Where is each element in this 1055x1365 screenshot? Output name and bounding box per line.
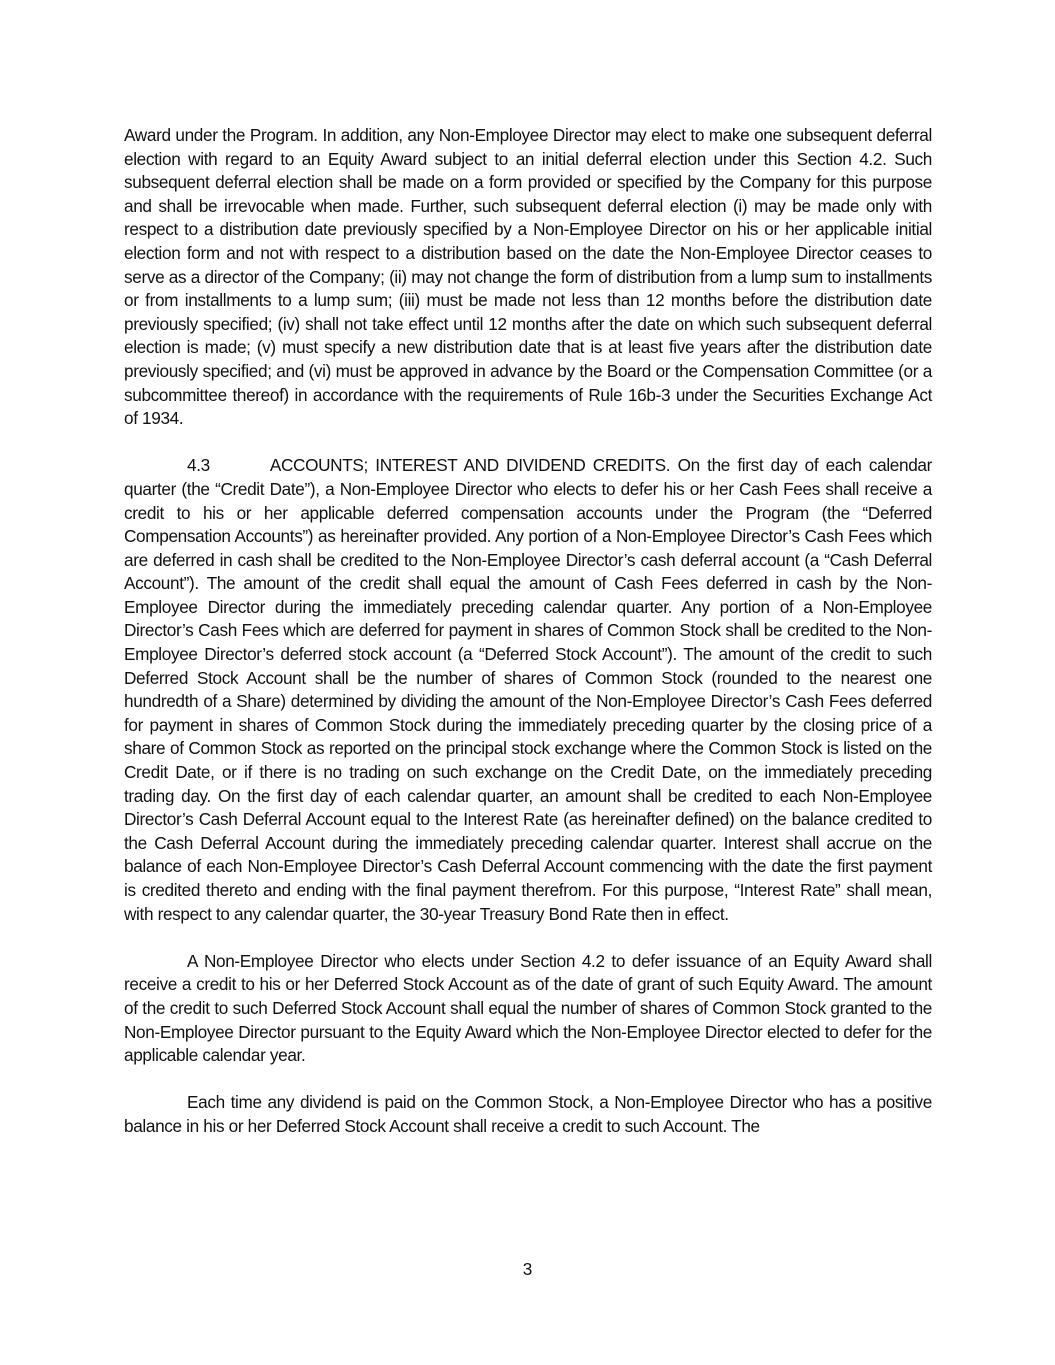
section-heading: ACCOUNTS; INTEREST AND DIVIDEND CREDITS. xyxy=(269,455,671,476)
paragraph-dividend-credit: Each time any dividend is paid on the Common Stock, a Non-Employee Director who has a positive balance in his or her Deferred Stock Account shall receive a credit to such Account. The xyxy=(124,1092,932,1136)
section-4-3-paragraph xyxy=(124,454,932,926)
page-number: 3 xyxy=(522,1259,533,1279)
paragraph-equity-award-credit: A Non-Employee Director who elects under Section 4.2 to defer issuance of an Equity Award shall receive a credit to his or her Deferred Stock Account as of the date of grant of such Equity Award. The amount of the credit to such Deferred Stock Account shall equal the number of shares of Common Stock granted to the Non-Employee Director pursuant to the Equity Award which the Non-Employee Director elected to defer for the applicable calendar year. xyxy=(124,950,932,1066)
document-body xyxy=(124,124,932,1162)
paragraph-award-deferral-election: Award under the Program. In addition, any Non-Employee Director may elect to make one subsequent deferral election with regard to an Equity Award subject to an initial deferral election under this Section 4.2. Such subsequent deferral election shall be made on a form provided or specified by the Company for this purpose and shall be irrevocable when made. Further, such subsequent deferral election (i) may be made only with respect to a distribution date previously specified by a Non-Employee Director on his or her applicable initial election form and not with respect to a distribution based on the date the Non-Employee Director ceases to serve as a director of the Company; (ii) may not change the form of distribution from a lump sum to installments or from installments to a lump sum; (iii) must be made not less than 12 months before the distribution date previously specified; (iv) shall not take effect until 12 months after the date on which such subsequent deferral election is made; (v) must specify a new distribution date that is at least five years after the distribution date previously specified; and (vi) must be approved in advance by the Board or the Compensation Committee (or a subcommittee thereof) in accordance with the requirements of Rule 16b-3 under the Securities Exchange Act of 1934. xyxy=(124,125,932,429)
section-number: 4.3 xyxy=(187,455,210,476)
section-4-3-text: On the first day of each calendar quarter (the “Credit Date”), a Non-Employee Director who elects to defer his or her Cash Fees shall receive a credit to his or her applicable deferred compensation accounts under the Program (the “Deferred Compensation Accounts”) as hereinafter provided. Any portion of a Non-Employee Director’s Cash Fees which are deferred in cash shall be credited to the Non-Employee Director’s cash deferral account (a “Cash Deferral Account”). The amount of the credit shall equal the amount of Cash Fees deferred in cash by the Non-Employee Director during the immediately preceding calendar quarter. Any portion of a Non-Employee Director’s Cash Fees which are deferred for payment in shares of Common Stock shall be credited to the Non-Employee Director’s deferred stock account (a “Deferred Stock Account”). The amount of the credit to such Deferred Stock Account shall be the number of shares of Common Stock (rounded to the nearest one hundredth of a Share) determined by dividing the amount of the Non-Employee Director’s Cash Fees deferred for payment in shares of Common Stock during the immediately preceding quarter by the closing price of a share of Common Stock as reported on the principal stock exchange where the Common Stock is listed on the Credit Date, or if there is no trading on such exchange on the Credit Date, on the immediately preceding trading day. On the first day of each calendar quarter, an amount shall be credited to each Non-Employee Director’s Cash Deferral Account equal to the Interest Rate (as hereinafter defined) on the balance credited to the Cash Deferral Account during the immediately preceding calendar quarter. Interest shall accrue on the balance of each Non-Employee Director’s Cash Deferral Account commencing with the date the first payment is credited thereto and ending with the final payment therefrom. For this purpose, “Interest Rate” shall mean, with respect to any calendar quarter, the 30-year Treasury Bond Rate then in effect. xyxy=(124,455,932,924)
